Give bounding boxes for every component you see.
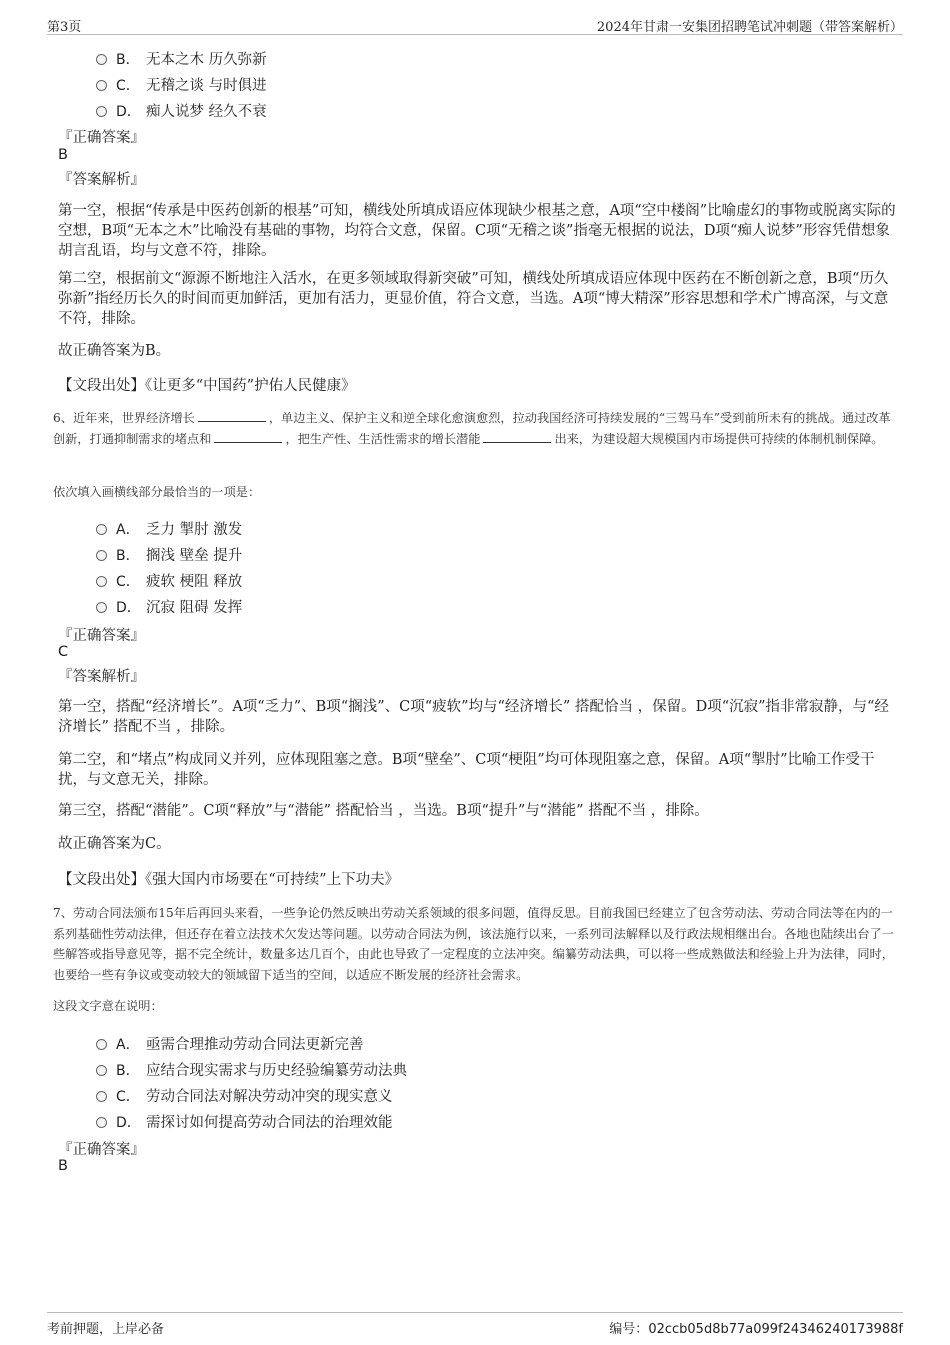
page-number: 第3页 [47, 20, 82, 35]
q5-analysis-label: 『答案解析』 [58, 172, 145, 188]
page-header [47, 14, 903, 35]
q6-option-a[interactable]: A． 乏力 掣肘 激发 [96, 518, 242, 538]
q6-prompt: 依次填入画横线部分最恰当的一项是： [53, 485, 261, 499]
q6-conclusion: 故正确答案为C。 [58, 836, 171, 852]
q7-answer: B [58, 1158, 68, 1174]
document-title: 2024年甘肃一安集团招聘笔试冲刺题（带答案解析） [596, 20, 903, 35]
q5-option-b[interactable]: B． 无本之木 历久弥新 [96, 48, 267, 68]
q7-prompt: 这段文字意在说明： [53, 999, 163, 1013]
q5-option-d[interactable]: D． 痴人说梦 经久不衰 [96, 100, 267, 120]
radio-icon[interactable] [96, 524, 107, 535]
radio-icon[interactable] [96, 1091, 107, 1102]
q5-conclusion: 故正确答案为B。 [58, 343, 171, 359]
q6-option-d[interactable]: D． 沉寂 阻碍 发挥 [96, 596, 242, 616]
q6-analysis-label: 『答案解析』 [58, 669, 145, 685]
q6-analysis-2: 第二空，和“堵点”构成同义并列，应体现阻塞之意。B项“壁垒”、C项“梗阻”均可体现阻塞之意，保留。A项“掣肘”比喻工作受干扰，与文意无关，排除。 [58, 752, 875, 788]
q7-option-d[interactable]: D． 需探讨如何提高劳动合同法的治理效能 [96, 1111, 393, 1131]
blank-line [483, 431, 551, 443]
radio-icon[interactable] [96, 1117, 107, 1128]
q7-option-a[interactable]: A． 亟需合理推动劳动合同法更新完善 [96, 1033, 364, 1053]
radio-icon[interactable] [96, 106, 107, 117]
page-footer [47, 1312, 903, 1339]
q5-answer: B [58, 147, 68, 163]
q5-answer-label: 『正确答案』 [58, 130, 145, 146]
q5-analysis-1: 第一空，根据“传承是中医药创新的根基”可知，横线处所填成语应体现缺少根基之意，A项“空中楼阁”比喻虚幻的事物或脱离实际的空想，B项“无本之木”比喻没有基础的事物，均符合文意，保留。C项“无稽之谈”指毫无根据的说法，D项“痴人说梦”形容凭借想象胡言乱语，均与文意不符，排除。 [58, 203, 896, 259]
q7-answer-label: 『正确答案』 [58, 1142, 145, 1158]
radio-icon[interactable] [96, 80, 107, 91]
q6-stem: 6、近年来，世界经济增长 ，单边主义、保护主义和逆全球化愈演愈烈，拉动我国经济可持续发展的“三驾马车”受到前所未有的挑战。通过改革创新，打通抑制需求的堵点和 ，把生产性、生活性需求的增长潜能 出来，为建设超大规模国内市场提供可持续的体制机制保障。 [53, 411, 891, 446]
q6-option-b[interactable]: B． 搁浅 壁垒 提升 [96, 544, 242, 564]
q6-option-c[interactable]: C． 疲软 梗阻 释放 [96, 570, 242, 590]
q6-answer-label: 『正确答案』 [58, 628, 145, 644]
q6-analysis-1: 第一空，搭配“经济增长”。A项“乏力”、B项“搁浅”、C项“疲软”均与“经济增长” 搭配恰当 ，保留。D项“沉寂”指非常寂静，与“经济增长” 搭配不当 ，排除。 [58, 699, 889, 735]
radio-icon[interactable] [96, 1065, 107, 1076]
radio-icon[interactable] [96, 1039, 107, 1050]
q5-source: 【文段出处】《让更多“中国药”护佑人民健康》 [58, 378, 356, 394]
radio-icon[interactable] [96, 54, 107, 65]
q7-option-c[interactable]: C． 劳动合同法对解决劳动冲突的现实意义 [96, 1085, 393, 1105]
q6-source: 【文段出处】《强大国内市场要在“可持续”上下功夫》 [58, 872, 400, 888]
footer-slogan: 考前押题，上岸必备 [47, 1322, 165, 1337]
q6-answer: C [58, 644, 69, 660]
blank-line [198, 410, 266, 422]
radio-icon[interactable] [96, 602, 107, 613]
q7-option-b[interactable]: B． 应结合现实需求与历史经验编纂劳动法典 [96, 1059, 407, 1079]
q7-stem: 7、劳动合同法颁布15年后再回头来看，一些争论仍然反映出劳动关系领域的很多问题，值得反思。目前我国已经建立了包含劳动法、劳动合同法等在内的一系列基础性劳动法律，但还存在着立法技术欠发达等问题。以劳动合同法为例，该法施行以来，一系列司法解释以及行政法规相继出台。各地也陆续出台了一些解答或指导意见等，据不完全统计，数量多达几百个，由此也导致了一定程度的立法冲突。编纂劳动法典，可以将一些成熟做法和经验上升为法律，同时，也要给一些有争议或变动较大的领域留下适当的空间，以适应不断发展的经济社会需求。 [53, 906, 894, 982]
q5-analysis-2: 第二空，根据前文“源源不断地注入活水，在更多领域取得新突破”可知，横线处所填成语应体现中医药在不断创新之意，B项“历久弥新”指经历长久的时间而更加鲜活，更加有活力，更显价值，符合文意，当选。A项“博大精深”形容思想和学术广博高深，与文意不符，排除。 [58, 271, 889, 327]
q6-analysis-3: 第三空，搭配“潜能”。C项“释放”与“潜能” 搭配恰当 ，当选。B项“提升”与“潜能” 搭配不当 ，排除。 [58, 803, 709, 819]
radio-icon[interactable] [96, 550, 107, 561]
q5-option-c[interactable]: C． 无稽之谈 与时俱进 [96, 74, 267, 94]
blank-line [214, 431, 282, 443]
document-code: 编号：02ccb05d8b77a099f24346240173988f [609, 1322, 903, 1337]
radio-icon[interactable] [96, 576, 107, 587]
